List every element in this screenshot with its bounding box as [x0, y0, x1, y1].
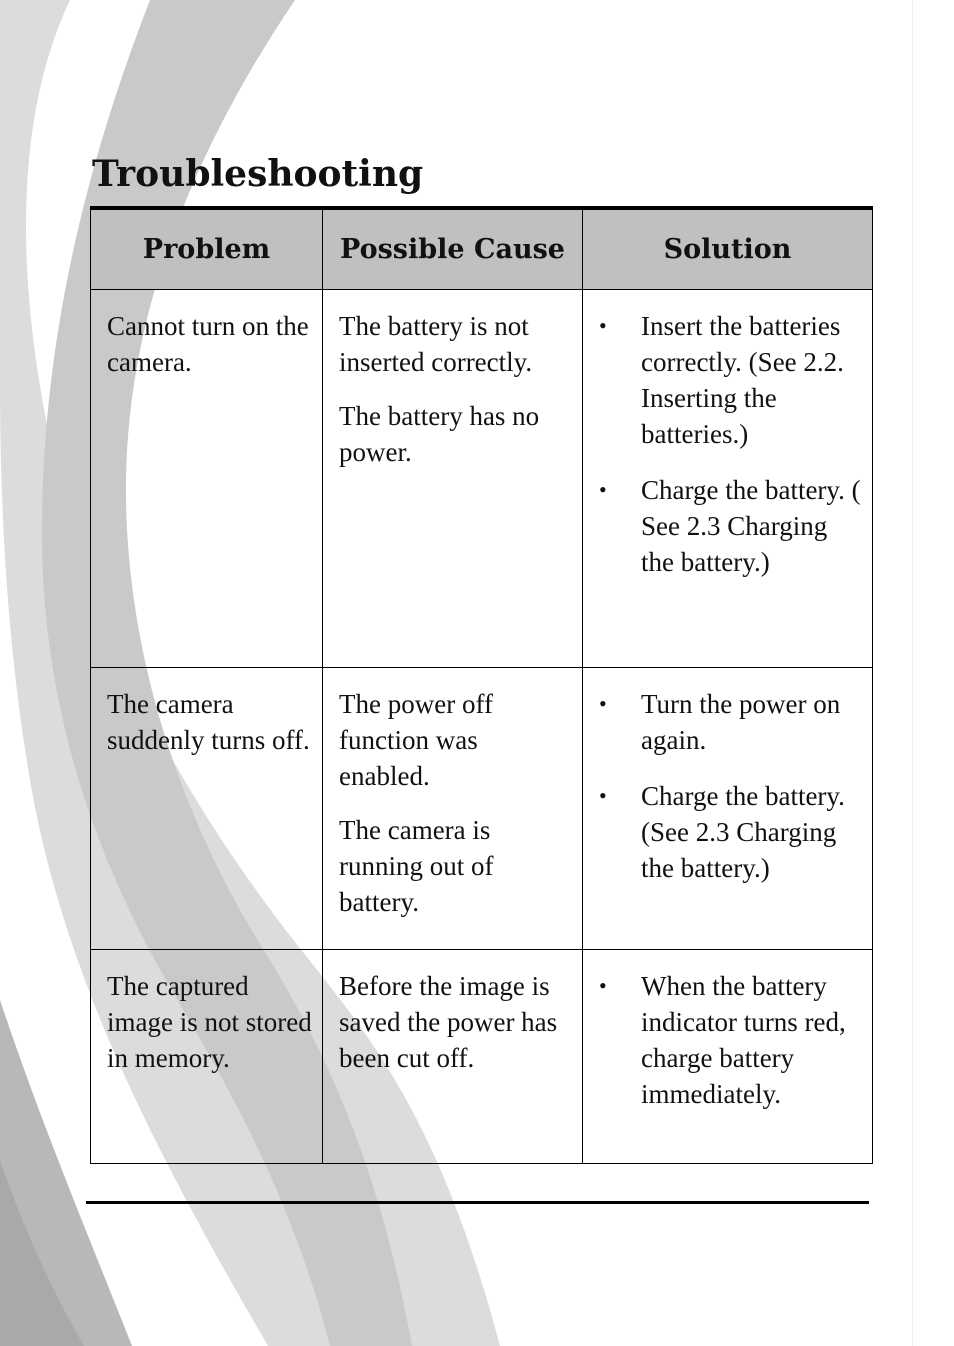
bullet-icon: •	[599, 691, 607, 716]
solution-item	[595, 472, 862, 580]
header-solution: Solution	[583, 208, 873, 290]
footer-divider	[86, 1201, 869, 1204]
solution-list	[595, 686, 862, 886]
solution-item	[595, 968, 862, 1112]
solution-list	[595, 968, 862, 1112]
bullet-icon: •	[599, 973, 607, 998]
page-edge-line	[912, 0, 913, 1346]
problem-cell: The captured image is not stored in memory.	[91, 950, 323, 1164]
page-title: Troubleshooting	[92, 153, 424, 195]
table-row	[91, 668, 873, 950]
troubleshooting-table-container	[90, 206, 872, 1164]
cause-text: The camera is running out of battery.	[339, 815, 494, 917]
bullet-icon: •	[599, 477, 607, 502]
solution-list	[595, 308, 862, 580]
header-problem: Problem	[91, 208, 323, 290]
problem-cell: Cannot turn on the camera.	[91, 290, 323, 668]
table-header	[91, 208, 873, 290]
cause-cell	[323, 950, 583, 1164]
header-possible-cause: Possible Cause	[323, 208, 583, 290]
solution-text: Turn the power on again.	[641, 689, 841, 755]
table-row	[91, 950, 873, 1164]
cause-text: The battery is not inserted correctly.	[339, 311, 533, 377]
solution-cell	[583, 290, 873, 668]
cause-cell	[323, 290, 583, 668]
header-row	[91, 208, 873, 290]
solution-cell	[583, 950, 873, 1164]
cause-text: Before the image is saved the power has been cut off.	[339, 971, 558, 1073]
solution-text: Charge the battery. ( See 2.3 Charging the battery.)	[641, 475, 861, 577]
cause-cell	[323, 668, 583, 950]
table-row	[91, 290, 873, 668]
cause-text: The battery has no power.	[339, 401, 540, 467]
solution-cell	[583, 668, 873, 950]
bullet-icon: •	[599, 783, 607, 808]
solution-item	[595, 686, 862, 758]
cause-text: The power off function was enabled.	[339, 689, 493, 791]
solution-item	[595, 778, 862, 886]
table-body	[91, 290, 873, 1164]
solution-text: When the battery indicator turns red, charge battery immediately.	[641, 971, 846, 1109]
bullet-icon: •	[599, 313, 607, 338]
solution-text: Insert the batteries correctly. (See 2.2. Inserting the batteries.)	[641, 311, 844, 449]
solution-item	[595, 308, 862, 452]
problem-cell: The camera suddenly turns off.	[91, 668, 323, 950]
troubleshooting-table	[90, 206, 873, 1164]
solution-text: Charge the battery. (See 2.3 Charging the battery.)	[641, 781, 845, 883]
